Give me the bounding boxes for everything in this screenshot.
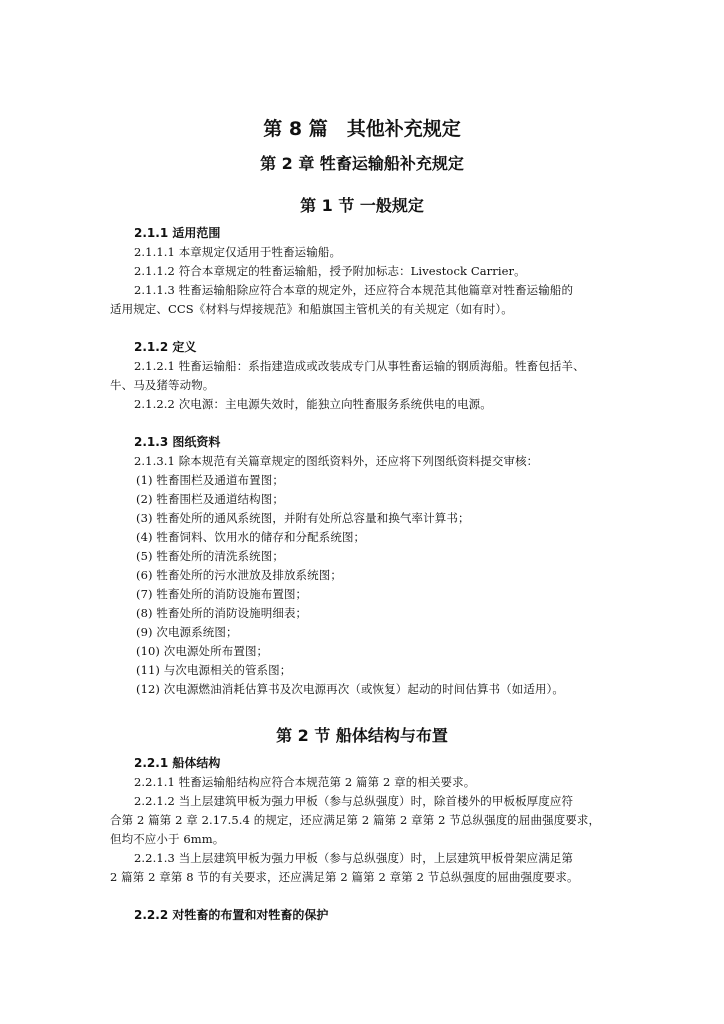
para-2-2-1-3-line1: 2.2.1.3 当上层建筑甲板为强力甲板（参与总纵强度）时，上层建筑甲板骨架应满足第 bbox=[134, 851, 574, 865]
part-title: 第 8 篇 其他补充规定 bbox=[263, 118, 461, 140]
heading-2-1-1: 2.1.1 适用范围 bbox=[134, 226, 221, 240]
list-item: (1) 牲畜围栏及通道布置图； bbox=[136, 473, 284, 487]
list-item: (2) 牲畜围栏及通道结构图； bbox=[136, 492, 284, 506]
para-2-2-1-2-line1: 2.2.1.2 当上层建筑甲板为强力甲板（参与总纵强度）时，除首楼外的甲板板厚度应符 bbox=[134, 794, 574, 808]
para-2-1-1-3-line2: 适用规定、CCS《材料与焊接规范》和船旗国主管机关的有关规定（如有时）。 bbox=[110, 302, 513, 316]
list-item: (12) 次电源燃油消耗估算书及次电源再次（或恢复）起动的时间估算书（如适用）。 bbox=[136, 682, 565, 696]
list-item: (7) 牲畜处所的消防设施布置图； bbox=[136, 587, 308, 601]
para-2-2-1-1: 2.2.1.1 牲畜运输船结构应符合本规范第 2 篇第 2 章的相关要求。 bbox=[134, 775, 476, 789]
chapter-title: 第 2 章 牲畜运输船补充规定 bbox=[260, 154, 464, 173]
list-item: (4) 牲畜饲料、饮用水的储存和分配系统图； bbox=[136, 530, 366, 544]
para-2-2-1-3-line2: 2 篇第 2 章第 8 节的有关要求，还应满足第 2 篇第 2 章第 2 节总纵强度的屈曲强度要求。 bbox=[110, 870, 579, 884]
para-2-1-1-1: 2.1.1.1 本章规定仅适用于牲畜运输船。 bbox=[134, 245, 342, 259]
heading-2-2-2: 2.2.2 对牲畜的布置和对牲畜的保护 bbox=[134, 908, 329, 922]
list-item: (11) 与次电源相关的管系图； bbox=[136, 663, 292, 677]
heading-2-2-1: 2.2.1 船体结构 bbox=[134, 756, 221, 770]
heading-2-1-3: 2.1.3 图纸资料 bbox=[134, 435, 221, 449]
list-item: (3) 牲畜处所的通风系统图，并附有处所总容量和换气率计算书； bbox=[136, 511, 470, 525]
section-1-title: 第 1 节 一般规定 bbox=[300, 196, 424, 215]
list-item: (6) 牲畜处所的污水泄放及排放系统图； bbox=[136, 568, 342, 582]
section-2-title: 第 2 节 船体结构与布置 bbox=[276, 726, 448, 745]
list-item: (9) 次电源系统图； bbox=[136, 625, 238, 639]
para-2-2-1-2-line2: 合第 2 篇第 2 章 2.17.5.4 的规定，还应满足第 2 篇第 2 章第 2 节总纵强度的屈曲强度要求， bbox=[110, 813, 601, 827]
para-2-1-1-2: 2.1.1.2 符合本章规定的牲畜运输船，授予附加标志：Livestock Carrier。 bbox=[134, 264, 526, 278]
para-2-1-3-1: 2.1.3.1 除本规范有关篇章规定的图纸资料外，还应将下列图纸资料提交审核： bbox=[134, 454, 539, 468]
para-2-1-1-3-line1: 2.1.1.3 牲畜运输船除应符合本章的规定外，还应符合本规范其他篇章对牲畜运输船的 bbox=[134, 283, 574, 297]
para-2-1-2-1-line2: 牛、马及猪等动物。 bbox=[110, 378, 215, 392]
para-2-1-2-2: 2.1.2.2 次电源：主电源失效时，能独立向牲畜服务系统供电的电源。 bbox=[134, 397, 492, 411]
para-2-1-2-1-line1: 2.1.2.1 牲畜运输船：系指建造成或改装成专门从事牲畜运输的钢质海船。牲畜包括羊、 bbox=[134, 359, 585, 373]
list-item: (5) 牲畜处所的清洗系统图； bbox=[136, 549, 284, 563]
list-item: (8) 牲畜处所的消防设施明细表； bbox=[136, 606, 308, 620]
list-item: (10) 次电源处所布置图； bbox=[136, 644, 269, 658]
para-2-2-1-2-line3: 但均不应小于 6mm。 bbox=[110, 832, 225, 846]
heading-2-1-2: 2.1.2 定义 bbox=[134, 340, 197, 354]
